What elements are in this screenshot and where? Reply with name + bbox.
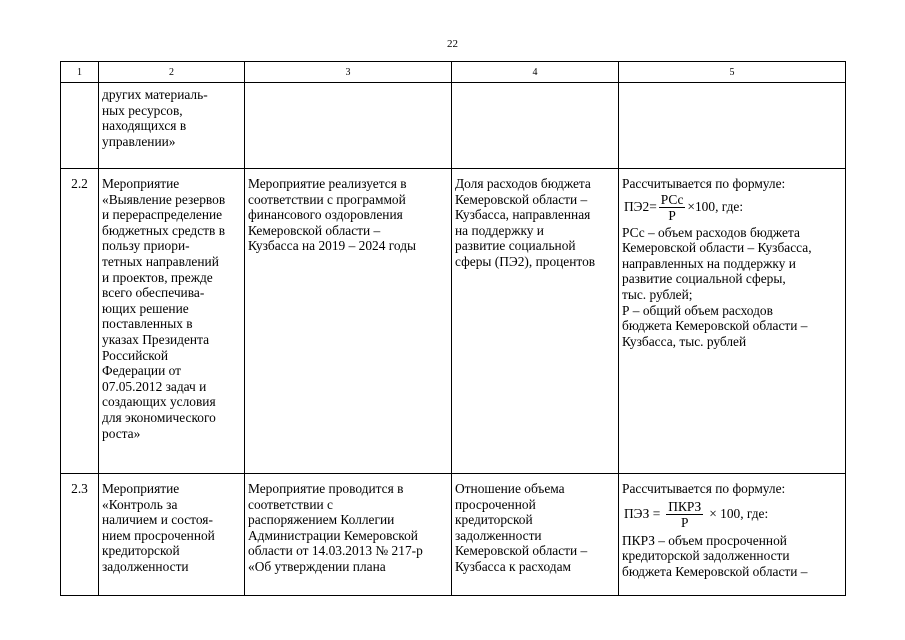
- text-line: роста»: [102, 425, 141, 441]
- text-line: сферы (ПЭ2), процентов: [455, 253, 596, 269]
- text-line: Р – общий объем расходов: [622, 302, 773, 318]
- table-row-2-3: [61, 474, 846, 596]
- text-line: Мероприятие проводится в: [248, 481, 404, 496]
- text-line: Кузбасса, тыс. рублей: [622, 333, 747, 349]
- text-line: находящихся в: [102, 118, 187, 134]
- text-line: Кузбасса на 2019 – 2024 годы: [248, 238, 417, 254]
- formula-lhs: ПЭ2=: [624, 199, 657, 215]
- row22-col5-cell: [619, 169, 846, 474]
- fraction-denominator: Р: [668, 207, 676, 223]
- text-line: Администрации Кемеровской: [248, 527, 418, 543]
- text-line: развитие социальной: [455, 238, 576, 254]
- row23-col4-cell: [452, 474, 619, 596]
- text-line: бюджета Кемеровской области –: [622, 318, 808, 334]
- fraction-numerator: ПКРЗ: [668, 498, 702, 514]
- formula-multiplier: ×100: [687, 199, 716, 215]
- text-line: Федерации от: [102, 363, 181, 379]
- text-line: задолженности: [102, 558, 189, 574]
- text-line: пользу приори-: [102, 238, 190, 254]
- formula-intro: Рассчитывается по формуле:: [622, 481, 786, 496]
- formula-fraction: [666, 499, 703, 530]
- text-line: тетных направлений: [102, 253, 219, 269]
- text-line: Кемеровской области – Кузбасса,: [622, 240, 812, 256]
- text-line: других материаль-: [102, 87, 208, 102]
- formula-lhs: ПЭЗ =: [624, 506, 661, 522]
- header-col-2: 2: [99, 62, 245, 83]
- text-line: Кемеровской области –: [455, 191, 588, 207]
- text-line: соответствии с программой: [248, 191, 406, 207]
- text-line: кредиторской: [102, 543, 180, 559]
- row22-col2-cell: [99, 169, 245, 474]
- text-line: развитие социальной сферы,: [622, 271, 786, 287]
- table-row-2-2: [61, 169, 846, 474]
- fraction-denominator: Р: [681, 514, 689, 530]
- formula-pe2: [624, 192, 842, 223]
- text-line: тыс. рублей;: [622, 286, 693, 302]
- page-number: 22: [447, 38, 458, 50]
- text-line: «Об утверждении плана: [248, 558, 386, 574]
- text-line: Мероприятие: [102, 481, 180, 496]
- text-line: для экономического: [102, 409, 216, 425]
- text-line: Отношение объема: [455, 481, 565, 496]
- cont-col3-cell: [245, 83, 452, 169]
- formula-pe3: [624, 499, 842, 530]
- fraction-numerator: РСс: [660, 191, 684, 207]
- header-col-3: 3: [245, 62, 452, 83]
- text-line: ПКРЗ – объем просроченной: [622, 532, 787, 548]
- text-line: кредиторской задолженности: [622, 548, 790, 564]
- table-row-continuation: [61, 83, 846, 169]
- row23-col2-cell: [99, 474, 245, 596]
- text-line: управлении»: [102, 133, 176, 149]
- text-line: на поддержку и: [455, 222, 544, 238]
- text-line: распоряжением Коллегии: [248, 512, 395, 528]
- text-line: ных ресурсов,: [102, 102, 183, 118]
- row-number: 2.3: [61, 474, 99, 596]
- text-line: Кузбасса к расходам: [455, 558, 571, 574]
- cont-col4-cell: [452, 83, 619, 169]
- text-line: финансового оздоровления: [248, 207, 403, 223]
- text-line: направленных на поддержку и: [622, 255, 796, 271]
- row23-col5-cell: [619, 474, 846, 596]
- text-line: области от 14.03.2013 № 217-р: [248, 543, 423, 559]
- text-line: создающих условия: [102, 394, 216, 410]
- formula-fraction: [659, 192, 686, 223]
- formula-tail: , где:: [715, 199, 744, 215]
- text-line: кредиторской: [455, 512, 533, 528]
- text-line: поставленных в: [102, 316, 193, 332]
- text-line: задолженности: [455, 527, 542, 543]
- header-col-1: 1: [61, 62, 99, 83]
- text-line: и проектов, прежде: [102, 269, 213, 285]
- text-line: ющих решение: [102, 300, 189, 316]
- text-line: Российской: [102, 347, 168, 363]
- text-line: РСс – объем расходов бюджета: [622, 224, 800, 240]
- text-line: наличием и состоя-: [102, 512, 213, 528]
- formula-multiplier: × 100: [709, 506, 741, 522]
- text-line: Кузбасса, направленная: [455, 207, 591, 223]
- cont-col2-cell: [99, 83, 245, 169]
- text-line: «Выявление резервов: [102, 191, 226, 207]
- row23-col3-cell: [245, 474, 452, 596]
- text-line: Кемеровской области –: [455, 543, 588, 559]
- header-row: [61, 62, 846, 83]
- text-line: Мероприятие: [102, 176, 180, 191]
- header-col-4: 4: [452, 62, 619, 83]
- document-table: [60, 61, 846, 596]
- text-line: нием просроченной: [102, 527, 215, 543]
- formula-intro: Рассчитывается по формуле:: [622, 176, 786, 191]
- text-line: бюджетных средств в: [102, 222, 226, 238]
- row22-col3-cell: [245, 169, 452, 474]
- text-line: Кемеровской области –: [248, 222, 381, 238]
- text-line: «Контроль за: [102, 496, 178, 512]
- text-line: соответствии с: [248, 496, 333, 512]
- text-line: Доля расходов бюджета: [455, 176, 591, 191]
- text-line: просроченной: [455, 496, 536, 512]
- text-line: бюджета Кемеровской области –: [622, 563, 808, 579]
- text-line: всего обеспечива-: [102, 285, 205, 301]
- cont-col5-cell: [619, 83, 846, 169]
- cont-num-cell: [61, 83, 99, 169]
- text-line: 07.05.2012 задач и: [102, 378, 207, 394]
- text-line: Мероприятие реализуется в: [248, 176, 407, 191]
- header-col-5: 5: [619, 62, 846, 83]
- row22-col4-cell: [452, 169, 619, 474]
- row-number: 2.2: [61, 169, 99, 474]
- text-line: и перераспределение: [102, 207, 223, 223]
- formula-tail: , где:: [740, 506, 769, 522]
- text-line: указах Президента: [102, 331, 210, 347]
